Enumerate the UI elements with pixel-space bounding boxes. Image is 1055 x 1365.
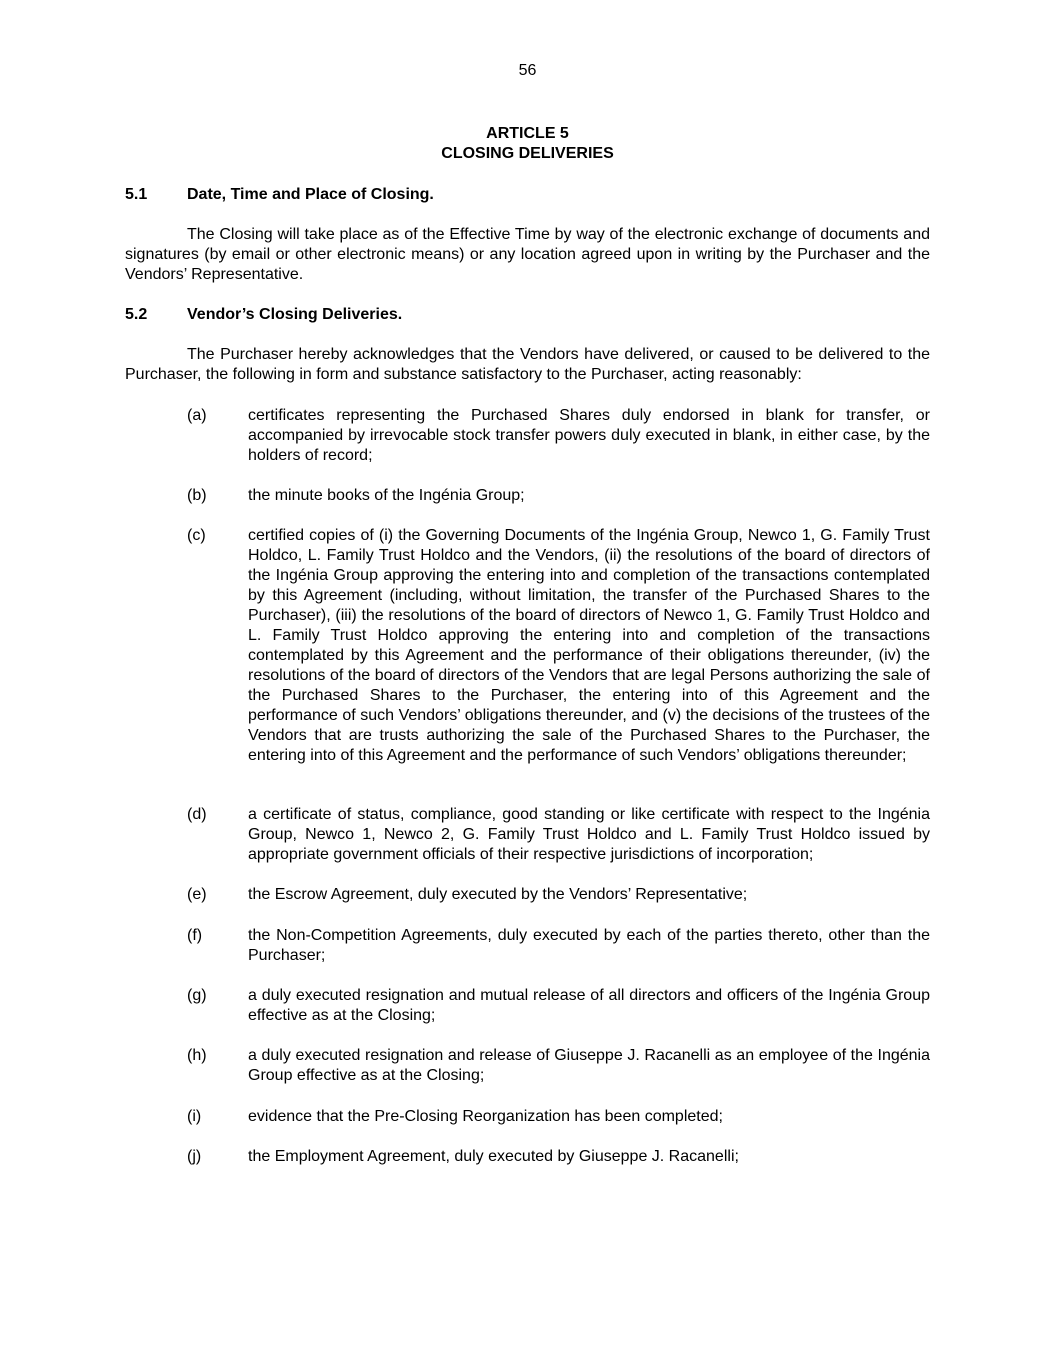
section-paragraph-5-2 bbox=[125, 345, 930, 385]
list-item-c bbox=[187, 526, 930, 766]
section-heading-5-1 bbox=[125, 185, 434, 205]
list-item-i bbox=[187, 1107, 930, 1127]
item-text: certified copies of (i) the Governing Documents of the Ingénia Group, Newco 1, G. Family Trust Holdco, L. Family Trust Holdco and the Vendors, (ii) the resolutions of the board of directors of the Ingénia Group approving the entering into and completion of the transactions contemplated by this Agreement (including, without limitation, the transfer of the Purchased Shares to the Purchaser), (iii) the resolutions of the board of directors of Newco 1, G. Family Trust Holdco and L. Family Trust Holdco approving the entering into and completion of the transactions contemplated by this Agreement and the performance of their obligations thereunder, (iv) the resolutions of the board of directors of the Vendors that are legal Persons authorizing the sale of the Purchased Shares to the Purchaser, the entering into of this Agreement and the performance of such Vendors’ obligations thereunder, and (v) the decisions of the trustees of the Vendors that are trusts authorizing the sale of the Purchased Shares to the Purchaser, the entering into of this Agreement and the performance of such Vendors’ obligations thereunder; bbox=[248, 527, 930, 764]
item-label: (e) bbox=[187, 886, 207, 903]
section-paragraph-5-1 bbox=[125, 225, 930, 285]
item-label: (h) bbox=[187, 1047, 207, 1064]
list-item-g bbox=[187, 986, 930, 1026]
item-text: certificates representing the Purchased Shares duly endorsed in blank for transfer, or accompanied by irrevocable stock transfer powers duly executed in blank, in either case, by the holders of record; bbox=[248, 407, 930, 464]
list-item-h bbox=[187, 1046, 930, 1086]
list-item-a bbox=[187, 406, 930, 466]
section-number: 5.1 bbox=[125, 186, 148, 203]
item-text: evidence that the Pre-Closing Reorganization has been completed; bbox=[248, 1108, 723, 1125]
item-text: a duly executed resignation and mutual release of all directors and officers of the Ingénia Group effective as at the Closing; bbox=[248, 987, 930, 1024]
article-heading bbox=[0, 124, 1055, 164]
item-label: (d) bbox=[187, 806, 207, 823]
article-title: CLOSING DELIVERIES bbox=[441, 145, 614, 162]
item-label: (b) bbox=[187, 487, 207, 504]
item-label: (i) bbox=[187, 1108, 202, 1125]
paragraph-text: The Purchaser hereby acknowledges that the Vendors have delivered, or caused to be delivered to the Purchaser, the following in form and substance satisfactory to the Purchaser, acting reasonably: bbox=[125, 346, 930, 383]
section-heading-5-2 bbox=[125, 305, 402, 325]
item-text: the minute books of the Ingénia Group; bbox=[248, 487, 525, 504]
paragraph-text: The Closing will take place as of the Effective Time by way of the electronic exchange of documents and signatures (by email or other electronic means) or any location agreed upon in writing by the Purchaser and the Vendors’ Representative. bbox=[125, 226, 930, 283]
section-title: Vendor’s Closing Deliveries. bbox=[187, 306, 403, 323]
section-title: Date, Time and Place of Closing. bbox=[187, 186, 434, 203]
list-item-f bbox=[187, 926, 930, 966]
section-number: 5.2 bbox=[125, 306, 148, 323]
item-label: (a) bbox=[187, 407, 207, 424]
article-number: ARTICLE 5 bbox=[486, 125, 569, 142]
item-label: (f) bbox=[187, 927, 203, 944]
item-text: a duly executed resignation and release of Giuseppe J. Racanelli as an employee of the Ingénia Group effective as at the Closing; bbox=[248, 1047, 930, 1084]
item-text: the Employment Agreement, duly executed by Giuseppe J. Racanelli; bbox=[248, 1148, 739, 1165]
list-item-b bbox=[187, 486, 930, 506]
list-item-d bbox=[187, 805, 930, 865]
list-item-j bbox=[187, 1147, 930, 1167]
item-label: (g) bbox=[187, 987, 207, 1004]
page-number: 56 bbox=[518, 62, 537, 79]
item-text: the Escrow Agreement, duly executed by the Vendors’ Representative; bbox=[248, 886, 748, 903]
item-text: a certificate of status, compliance, good standing or like certificate with respect to the Ingénia Group, Newco 1, Newco 2, G. Family Trust Holdco and L. Family Trust Holdco issued by appropriate government officials of their respective jurisdictions of incorporation; bbox=[248, 806, 930, 863]
item-text: the Non-Competition Agreements, duly executed by each of the parties thereto, other than the Purchaser; bbox=[248, 927, 930, 964]
item-label: (j) bbox=[187, 1148, 202, 1165]
item-label: (c) bbox=[187, 527, 206, 544]
list-item-e bbox=[187, 885, 930, 905]
